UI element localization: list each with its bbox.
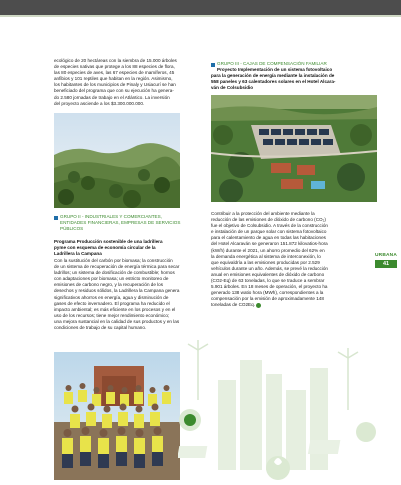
- text-line: significativos ahorros en energía, agua y disminución de: [54, 294, 169, 300]
- text-line: uso de los recursos; tiene mejor rendimiento económico;: [54, 312, 170, 318]
- text-line: (CO2-Eq) de 63 toneladas, lo que se traduce a sembrar: [211, 278, 325, 284]
- solar-hotel-photo: [211, 95, 377, 202]
- text-line: do 2.580 jornadas de trabajo en el Atlántico. La inversión: [54, 94, 170, 100]
- group2-tag-line: GRUPO II - INDUSTRIALES Y COMERCIANTES,: [60, 214, 162, 219]
- group2-tag-line: PÚBLICOS: [60, 226, 84, 232]
- group3-title: [211, 67, 377, 91]
- text-line: condiciones de trabajo de su capital humano.: [54, 325, 147, 331]
- text-line: emisiones de carbono negro, y la recuperación de los: [54, 282, 164, 288]
- text-line: para el calentamiento de agua en todas las habitaciones: [211, 235, 326, 241]
- info-circle-icon: [256, 303, 261, 308]
- group2-title-line: pyme con esquema de economía circular de la: [54, 245, 156, 251]
- text-line: vehículos durante un año. Además, se prevé la reducción: [211, 265, 328, 271]
- text-line: los habitantes de los municipios de Pinaly y Usiacurí se han: [54, 82, 176, 88]
- text-line: la demanda energética al sistema de interconexión, lo: [211, 253, 321, 259]
- section-side-label: [375, 253, 397, 268]
- group3-title-line: 558 paneles y 63 calentadores solares en el Hotel Alcara-: [211, 79, 336, 85]
- text-line: compensación por la emisión de aproximadamente 148: [211, 296, 324, 302]
- text-line: [211, 302, 377, 308]
- text-line: Con la sustitución del carbón por biomasa; la construcción: [54, 258, 173, 263]
- text-line: impacto ambiental; es más eficiente en los procesos y en el: [54, 306, 176, 312]
- text-line: del Hotel Alcaraván se generaron 151.872 kilovatios-hora: [211, 241, 328, 247]
- group3-title-line: para la generación de energía mediante la instalación de: [211, 73, 335, 79]
- nature-photo: [54, 113, 180, 208]
- text-line: ladrillos; un sistema de dosificación de combustible; hornos: [54, 270, 175, 276]
- group2-title-line: Programa Producción sostenible de una ladrillera: [54, 239, 163, 244]
- text-line: e instalación de un parque solar con sistema fotovoltaico: [211, 229, 327, 235]
- section-name: URBANA: [375, 253, 397, 258]
- text-line: Contribuir a la protección del ambiente mediante la: [211, 211, 315, 216]
- text-line: una mejora sustancial en la calidad de sus productos y en las: [54, 318, 180, 324]
- text-line: reducción de las emisiones de dióxido de carbono (CO₂): [211, 217, 326, 223]
- group3-tag-line: GRUPO III - CAJAS DE COMPENSACIÓN FAMILIAR: [217, 61, 327, 66]
- group3-title-line: ván de Colsubsidio: [211, 85, 254, 91]
- text-line: desechos y residuos sólidos, la Ladrillera la Campana genera: [54, 288, 180, 294]
- group3-title-line: Proyecto Implementación de un sistema fotovoltaico: [217, 67, 333, 72]
- group2-title-line: Ladrillera la Campana: [54, 251, 102, 257]
- top-bar: [0, 0, 401, 15]
- eco-illustration: [178, 340, 378, 480]
- paragraph-intro: [54, 58, 184, 107]
- group2-tag-line: ENTIDADES FINANCIERAS, EMPRESAS DE SERVICIOS: [60, 220, 181, 226]
- text-line: anual en emisiones equivalentes de dióxido de carbono: [211, 271, 325, 277]
- text-line: anfibios y 101 reptiles que habitan en la región. Asimismo,: [54, 76, 173, 82]
- page-number: 41: [375, 260, 397, 268]
- group2-tag: [60, 214, 182, 232]
- workers-group-photo: [54, 352, 180, 480]
- text-line: ecológico de 20 hectáreas con la siembra de 15.000 árboles: [54, 58, 177, 63]
- text-line: fue el objetivo de Colsubsidio. A través de la construcción: [211, 223, 328, 229]
- text-line: las 80 especies de aves, las 67 especies de mamíferos, 45: [54, 70, 175, 76]
- text-line: que equivaldría a las emisiones producidas por 2.529: [211, 259, 320, 265]
- text-line: gases de efecto invernadero. El programa ha reducido el: [54, 300, 170, 306]
- group2-title: [54, 239, 182, 257]
- text-line: beneficiado del programa que con su ejecución ha genera-: [54, 88, 174, 94]
- group3-body: [211, 211, 377, 309]
- top-bar-divider: [0, 15, 401, 17]
- blue-square-icon: [54, 216, 58, 220]
- text-line: con adaptaciones por biomasa; un estricto monitoreo de: [54, 276, 169, 282]
- text-line: del proyecto asciende a los $3.300.000.000.: [54, 100, 145, 106]
- text-line: de especies nativas que protege a los 88 especies de flora,: [54, 64, 175, 70]
- text-line-end: toneladas de CO2Eq.: [211, 302, 255, 308]
- text-line: de un sistema de recuperación de energía térmica para secar: [54, 264, 180, 270]
- group2-body: [54, 258, 182, 331]
- text-line: generado 138 watio hora (MWh), correspondientes a la: [211, 290, 324, 296]
- text-line: (kW/h) durante el 2021, un ahorro promedio del 62% en: [211, 247, 325, 253]
- text-line: 5.901 árboles. En 18 meses de operación, el proyecto ha: [211, 284, 328, 290]
